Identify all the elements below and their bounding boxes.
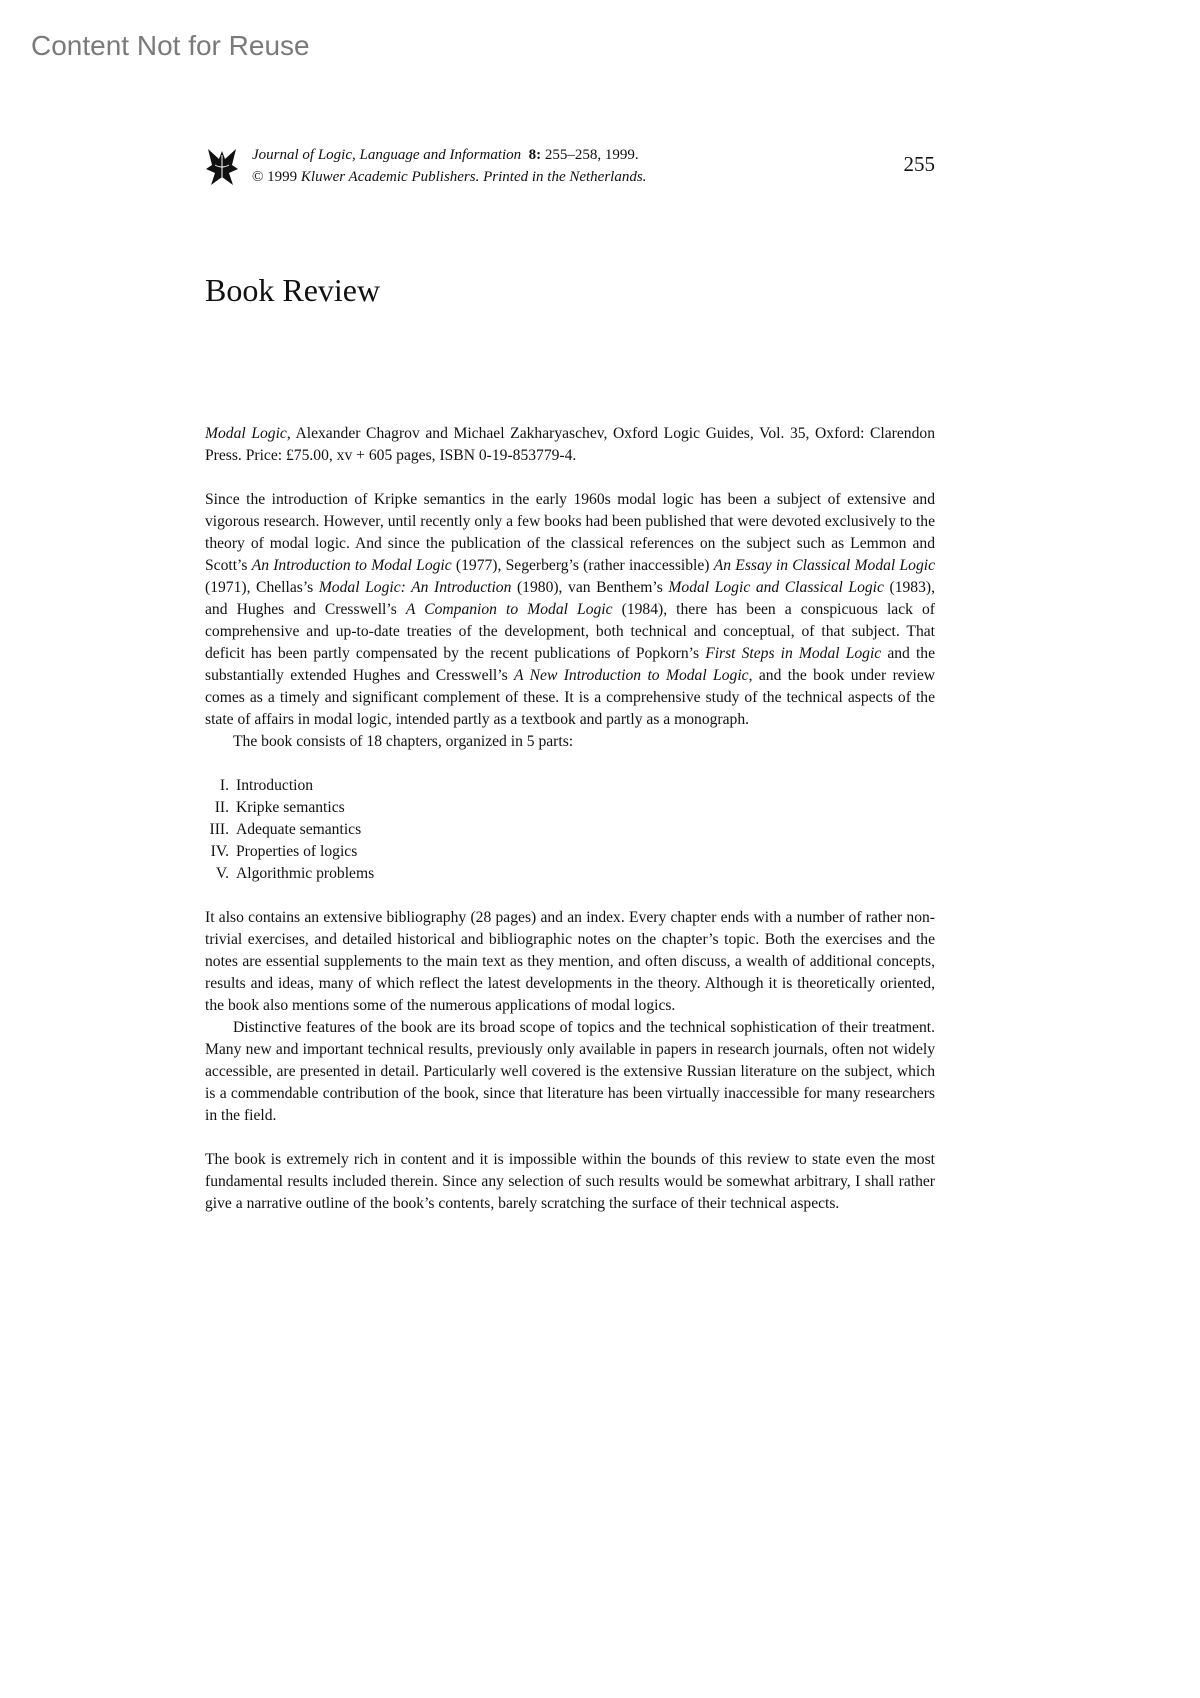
journal-pages: 255–258, 1999. [541, 147, 639, 163]
text-run: (1983), and Hughes and Cresswell’s [205, 579, 935, 618]
part-number: IV. [210, 843, 229, 860]
part-label: Introduction [236, 777, 314, 794]
text-run: It also contains an extensive bibliography (28 pages) and an index. Every chapter ends with a number of rather non-trivial exercises, and detailed historical and bibliographic notes on the chapter’s topic. Both the exercises and the notes are essential supplements to the main text as they mention, and often discuss, a wealth of additional concepts, results and ideas, many of which reflect the latest developments in the theory. Although it is theoretically oriented, the book also mentions some of the numerous applications of modal logics. [205, 909, 935, 1014]
text-run: and the substantially extended Hughes and Cresswell’s [205, 645, 935, 684]
book-citation [205, 423, 935, 467]
paragraph [205, 1017, 935, 1127]
part-number: II. [214, 799, 229, 816]
list-item [205, 797, 935, 819]
publisher-logo-icon [205, 147, 239, 187]
part-number: III. [209, 821, 229, 838]
book-title: An Introduction to Modal Logic [251, 557, 452, 574]
list-item [205, 863, 935, 885]
text-run: (1971), Chellas’s [205, 579, 319, 596]
list-item [205, 841, 935, 863]
part-label: Adequate semantics [236, 821, 362, 838]
paragraph [205, 731, 935, 753]
list-item [205, 775, 935, 797]
part-number: I. [219, 777, 229, 794]
journal-volume: 8: [528, 147, 542, 163]
page-title: Book Review [205, 272, 381, 308]
parts-list [205, 775, 935, 885]
text-run: Distinctive features of the book are its broad scope of topics and the technical sophistication of their treatment. Many new and important technical results, previously only available in papers in research journals, often not widely accessible, are presented in detail. Particularly well covered is the extensive Russian literature on the subject, which is a commendable contribution of the book, since that literature has been virtually inaccessible for many researchers in the field. [205, 1019, 935, 1124]
publisher: Kluwer Academic Publishers. Printed in the Netherlands. [300, 169, 647, 185]
page-number: 255 [903, 152, 935, 176]
journal-citation [252, 144, 646, 188]
watermark: Content Not for Reuse [31, 30, 310, 61]
text-run: (1980), van Benthem’s [511, 579, 669, 596]
book-title: An Essay in Classical Modal Logic [713, 557, 936, 574]
part-label: Kripke semantics [236, 799, 345, 816]
text-run: , Alexander Chagrov and Michael Zakharyaschev, Oxford Logic Guides, Vol. 35, Oxford: Clarendon Press. Price: £75.00, xv + 605 pages, ISBN 0-19-853779-4. [205, 425, 935, 464]
text-run: Since the introduction of Kripke semantics in the early 1960s modal logic has been a subject of extensive and vigorous research. However, until recently only a few books had been published that were devoted exclusively to the theory of modal logic. And since the publication of the classical references on the subject such as Lemmon and Scott’s [205, 491, 935, 574]
text-run: The book is extremely rich in content and it is impossible within the bounds of this review to state even the most fundamental results included therein. Since any selection of such results would be somewhat arbitrary, I shall rather give a narrative outline of the book’s contents, barely scratching the surface of their technical aspects. [205, 1151, 935, 1212]
text-run: The book consists of 18 chapters, organized in 5 parts: [233, 733, 574, 750]
part-label: Properties of logics [236, 843, 358, 860]
book-title: Modal Logic [205, 425, 287, 442]
list-item [205, 819, 935, 841]
article-body [205, 423, 935, 1215]
paragraph [205, 1149, 935, 1215]
journal-header [205, 144, 935, 194]
text-run: , and the book under review comes as a timely and significant complement of these. It is a comprehensive study of the technical aspects of the state of affairs in modal logic, intended partly as a textbook and partly as a monograph. [205, 667, 936, 728]
journal-name: Journal of Logic, Language and Information [252, 147, 522, 163]
book-title: A Companion to Modal Logic [405, 601, 613, 618]
book-title: A New Introduction to Modal Logic [514, 667, 749, 684]
copyright: © 1999 [252, 169, 301, 185]
paragraph [205, 489, 935, 731]
book-title: Modal Logic: An Introduction [318, 579, 512, 596]
book-title: First Steps in Modal Logic [705, 645, 882, 662]
part-label: Algorithmic problems [236, 865, 375, 882]
paragraph [205, 907, 935, 1017]
book-title: Modal Logic and Classical Logic [668, 579, 884, 596]
part-number: V. [215, 865, 229, 882]
text-run: (1977), Segerberg’s (rather inaccessible) [451, 557, 714, 574]
text-run: (1984), there has been a conspicuous lack of comprehensive and up-to-date treaties of the development, both technical and conceptual, of that subject. That deficit has been partly compensated by the recent publications of Popkorn’s [205, 601, 935, 662]
